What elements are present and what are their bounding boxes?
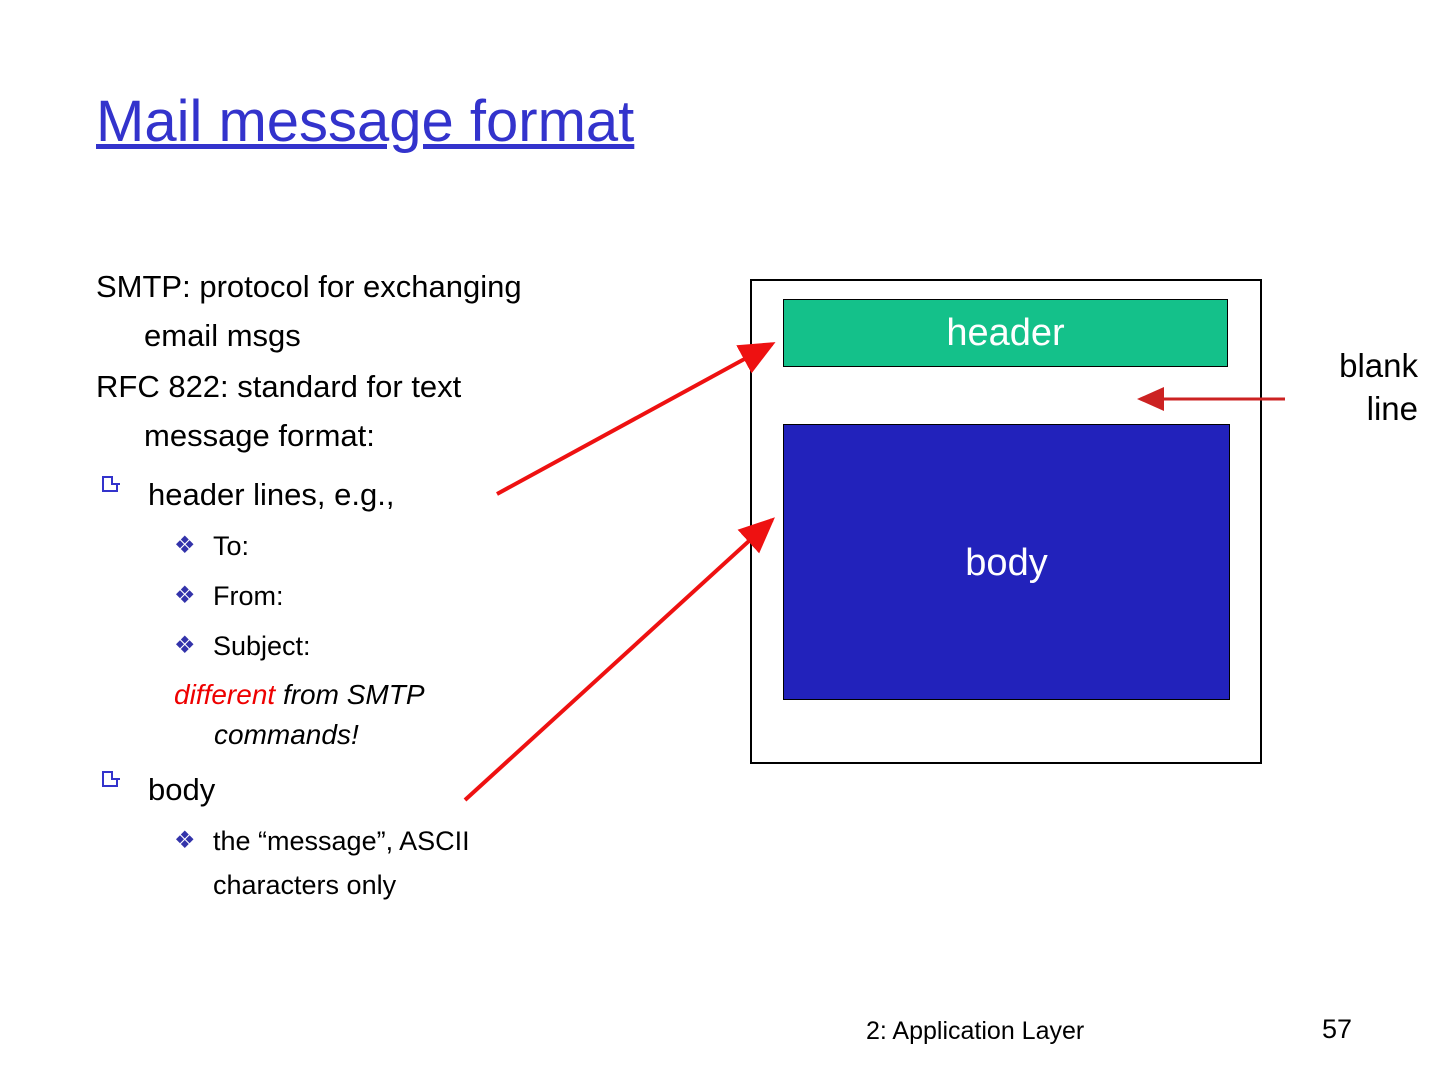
- footer-section: 2: Application Layer: [866, 1017, 1085, 1045]
- paragraph-smtp-line2: email msgs: [144, 318, 301, 353]
- diamond-bullet-icon: ❖: [174, 632, 196, 659]
- paragraph-rfc822-line2: message format:: [144, 418, 375, 453]
- list-item-message-ascii: [96, 816, 666, 866]
- list-item-to-label: To:: [213, 531, 250, 561]
- slide-body-text: [96, 262, 666, 904]
- paragraph-rfc822-line1: RFC 822: standard for text: [96, 369, 462, 404]
- blank-line-label-line2: line: [1366, 390, 1418, 427]
- list-item-from: [96, 571, 666, 621]
- square-bullet-icon: [102, 771, 118, 787]
- diamond-bullet-icon: ❖: [174, 532, 196, 559]
- message-header-box: [783, 299, 1228, 367]
- bullet-body-label: body: [148, 772, 216, 807]
- note-rest: from SMTP: [275, 679, 425, 710]
- list-item-subject: [96, 621, 666, 671]
- page-title: Mail message format: [96, 89, 635, 154]
- note-second-line: commands!: [214, 719, 359, 750]
- bullet-header-lines-label: header lines, e.g.,: [148, 477, 395, 512]
- paragraph-smtp-line1: SMTP: protocol for exchanging: [96, 269, 522, 304]
- list-item-subject-label: Subject:: [213, 631, 311, 661]
- square-bullet-icon: [102, 476, 118, 492]
- paragraph-smtp: [96, 262, 666, 360]
- message-body-box: [783, 424, 1230, 700]
- bullet-body: [96, 765, 666, 814]
- list-item-to: [96, 521, 666, 571]
- message-header-label: header: [946, 312, 1065, 354]
- list-item-message-ascii-label: the “message”, ASCII: [213, 826, 470, 856]
- bullet-header-lines: [96, 470, 666, 519]
- diamond-bullet-icon: ❖: [174, 582, 196, 609]
- diamond-bullet-icon: ❖: [174, 827, 196, 854]
- blank-line-label: [1288, 344, 1418, 430]
- list-item-message-ascii-line2-label: characters only: [213, 870, 397, 900]
- note-emphasis: different: [174, 679, 276, 710]
- blank-line-label-line1: blank: [1339, 347, 1418, 384]
- note-different-from-smtp: [96, 675, 666, 715]
- list-item-message-ascii-line2: [96, 866, 666, 904]
- paragraph-rfc822: [96, 362, 666, 460]
- message-body-label: body: [965, 542, 1048, 584]
- page-number: 57: [1322, 1014, 1353, 1044]
- list-item-from-label: From:: [213, 581, 284, 611]
